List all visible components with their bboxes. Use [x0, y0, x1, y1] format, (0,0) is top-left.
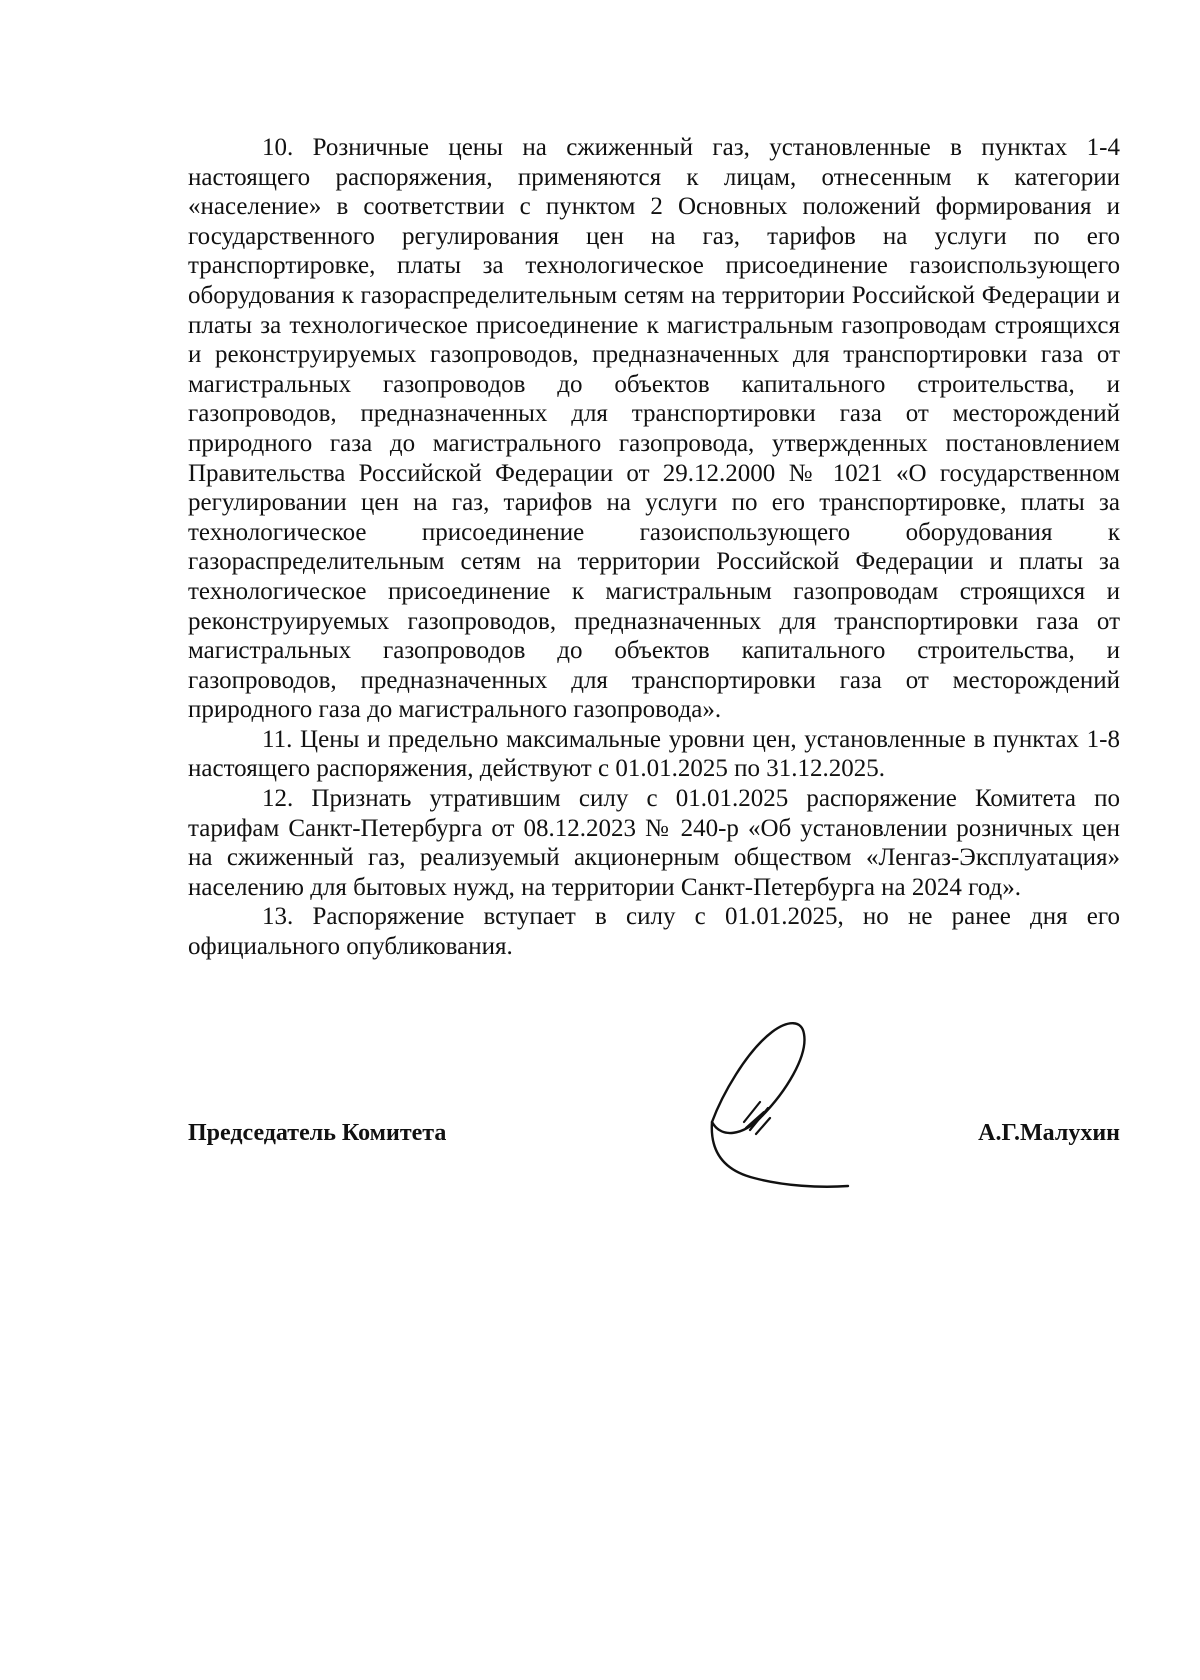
signatory-title: Председатель Комитета [188, 1120, 447, 1146]
paragraph-10: 10. Розничные цены на сжиженный газ, установленные в пунктах 1-4 настоящего распоряжения, применяются к лицам, отнесенным к категории «население» в соответствии с пунктом 2 Основных положений формирования и государственного регулирования цен на газ, тарифов на услуги по его транспортировке, платы за технологическое присоединение газоиспользующего оборудования к газораспределительным сетям на территории Российской Федерации и платы за технологическое присоединение к магистральным газопроводам строящихся и реконструируемых газопроводов, предназначенных для транспортировки газа от магистральных газопроводов до объектов капитального строительства, и газопроводов, предназначенных для транспортировки газа от месторождений природного газа до магистрального газопровода, утвержденных постановлением Правительства Российской Федерации от 29.12.2000 № 1021 «О государственном регулировании цен на газ, тарифов на услуги по его транспортировке, платы за технологическое присоединение газоиспользующего оборудования к газораспределительным сетям на территории Российской Федерации и платы за технологическое присоединение к магистральным газопроводам строящихся и реконструируемых газопроводов, предназначенных для транспортировки газа от магистральных газопроводов до объектов капитального строительства, и газопроводов, предназначенных для транспортировки газа от месторождений природного газа до магистрального газопровода». [188, 134, 1120, 724]
document-body [188, 133, 1120, 962]
paragraph-13: 13. Распоряжение вступает в силу с 01.01.2025, но не ранее дня его официального опубликования. [188, 903, 1120, 961]
paragraph-12: 12. Признать утратившим силу с 01.01.2025 распоряжение Комитета по тарифам Санкт-Петербурга от 08.12.2023 № 240-р «Об установлении розничных цен на сжиженный газ, реализуемый акционерным обществом «Ленгаз-Эксплуатация» населению для бытовых нужд, на территории Санкт-Петербурга на 2024 год». [188, 785, 1120, 901]
paragraph-11: 11. Цены и предельно максимальные уровни цен, установленные в пунктах 1-8 настоящего распоряжения, действуют с 01.01.2025 по 31.12.2025. [188, 725, 1120, 783]
signatory-name: А.Г.Малухин [978, 1120, 1120, 1146]
signature-block [188, 1120, 1120, 1170]
